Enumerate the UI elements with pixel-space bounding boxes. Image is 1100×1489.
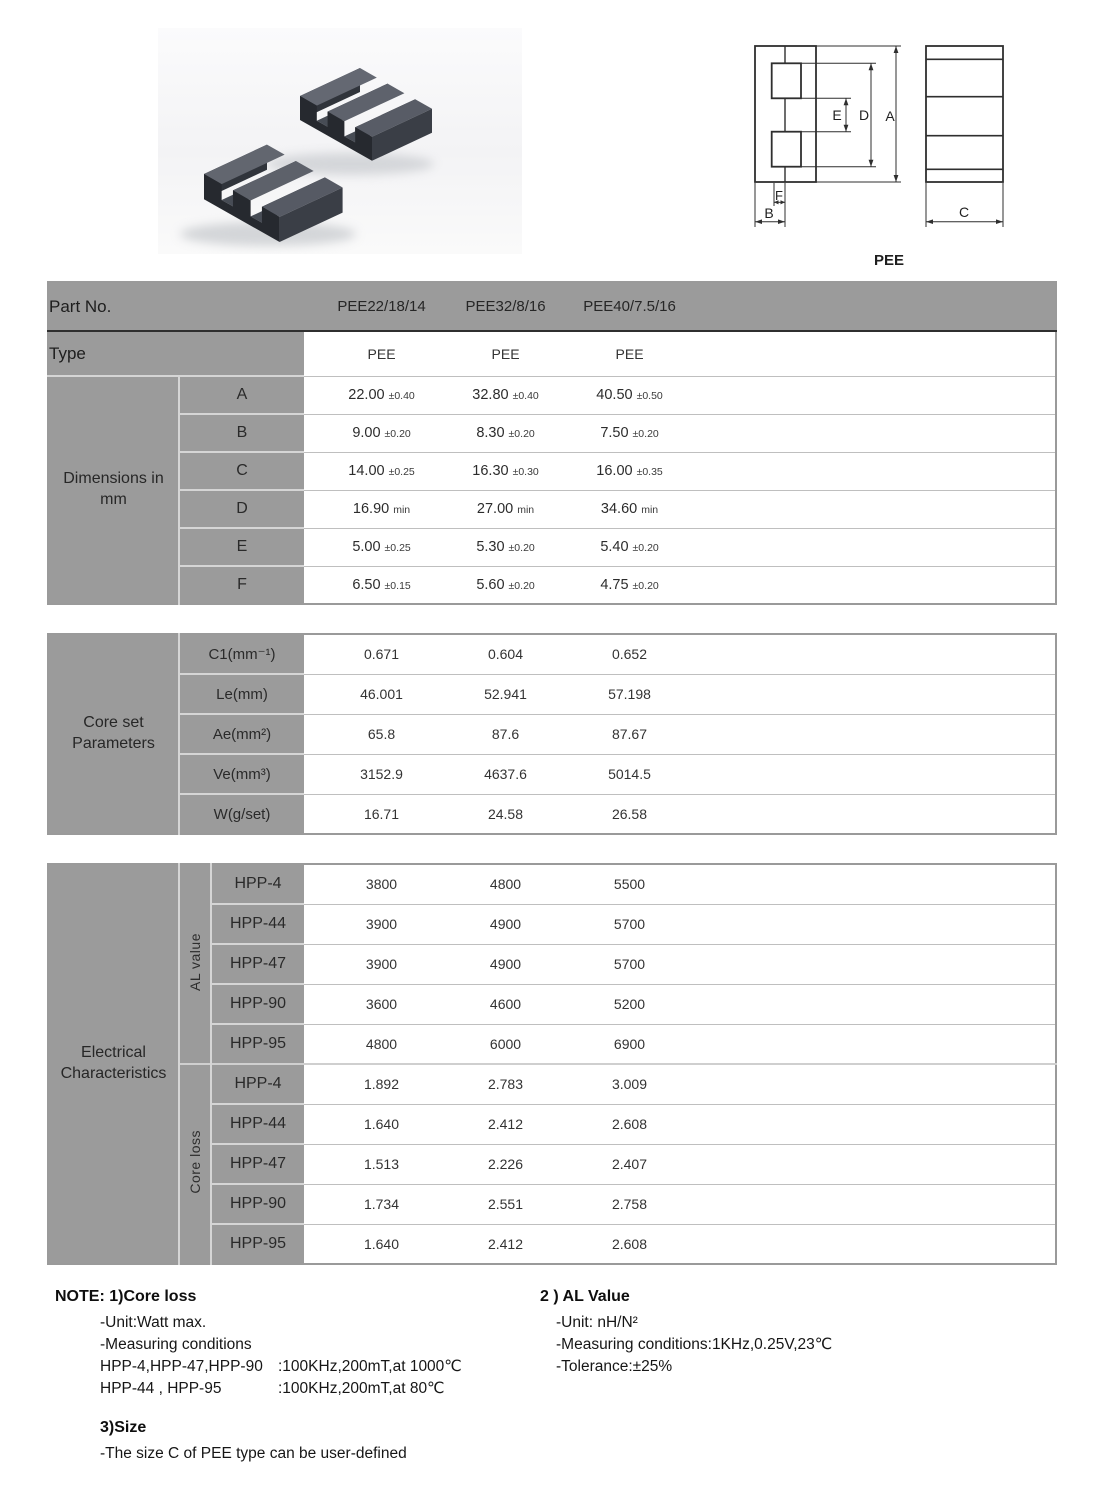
empty-cell	[692, 282, 1056, 331]
part-number: PEE40/7.5/16	[567, 282, 692, 331]
empty-cell	[692, 1024, 1056, 1064]
dim-value: 16.00 ±0.35	[567, 452, 692, 490]
type-label: Type	[48, 331, 304, 376]
empty-cell	[304, 864, 319, 904]
empty-cell	[304, 674, 319, 714]
tolerance: ±0.40	[388, 390, 415, 402]
dimension-row	[48, 566, 1056, 604]
vertical-text: AL value	[187, 932, 203, 991]
al-value: 5500	[567, 864, 692, 904]
dim-letter: E	[179, 528, 304, 566]
empty-cell	[304, 414, 319, 452]
dim-value: 27.00 min	[444, 490, 567, 528]
core-parameters-table	[47, 633, 1057, 835]
empty-cell	[692, 674, 1056, 714]
note-size-line: -The size C of PEE type can be user-defined	[100, 1445, 407, 1462]
al-value: 3900	[319, 904, 444, 944]
param-value: 24.58	[444, 794, 567, 834]
al-row	[48, 864, 1056, 904]
note-line: -Measuring conditions:1KHz,0.25V,23℃	[556, 1336, 833, 1353]
tolerance: ±0.40	[512, 390, 539, 402]
core-loss-value: 2.412	[444, 1104, 567, 1144]
note-condition	[100, 1356, 535, 1378]
part-no-row	[48, 282, 1056, 331]
dim-label-A: A	[885, 108, 895, 124]
part-no-label: Part No.	[48, 282, 319, 331]
material-label: HPP-4	[211, 864, 304, 904]
empty-cell	[692, 794, 1056, 834]
al-value: 6900	[567, 1024, 692, 1064]
type-row	[48, 331, 1056, 376]
param-value: 3152.9	[319, 754, 444, 794]
param-value: 26.58	[567, 794, 692, 834]
dim-value: 34.60 min	[567, 490, 692, 528]
parameter-row	[48, 754, 1056, 794]
dim-value: 5.40 ±0.20	[567, 528, 692, 566]
empty-cell	[692, 566, 1056, 604]
al-value: 4800	[319, 1024, 444, 1064]
al-value: 6000	[444, 1024, 567, 1064]
empty-cell	[692, 634, 1056, 674]
core-loss-value: 3.009	[567, 1064, 692, 1104]
param-label: Ae(mm²)	[179, 714, 304, 754]
core-loss-value: 2.407	[567, 1144, 692, 1184]
param-value: 46.001	[319, 674, 444, 714]
al-value: 4900	[444, 904, 567, 944]
winding-window	[772, 132, 801, 167]
type-value: PEE	[319, 331, 444, 376]
dim-value	[319, 376, 444, 414]
dimension-row	[48, 414, 1056, 452]
al-value: 3900	[319, 944, 444, 984]
param-value: 52.941	[444, 674, 567, 714]
core-loss-value: 1.734	[319, 1184, 444, 1224]
al-value: 4600	[444, 984, 567, 1024]
empty-cell	[304, 376, 319, 414]
tolerance: ±0.50	[636, 390, 663, 402]
parameter-row	[48, 674, 1056, 714]
empty-cell	[692, 528, 1056, 566]
empty-cell	[692, 376, 1056, 414]
value: 32.80	[472, 387, 509, 403]
empty-cell	[304, 1104, 319, 1144]
dimension-row	[48, 528, 1056, 566]
type-value: PEE	[444, 331, 567, 376]
dimensions-table	[47, 281, 1057, 605]
parameter-row	[48, 794, 1056, 834]
material-label: HPP-90	[211, 1184, 304, 1224]
dim-value	[567, 376, 692, 414]
core-loss-value: 2.608	[567, 1104, 692, 1144]
al-value: 5700	[567, 944, 692, 984]
note-line: -Unit:Watt max.	[100, 1314, 207, 1331]
note-al-value-title: 2 ) AL Value	[540, 1288, 630, 1305]
notes-right	[540, 1286, 1000, 1378]
empty-cell	[692, 714, 1056, 754]
dim-letter: B	[179, 414, 304, 452]
empty-cell	[304, 754, 319, 794]
core-loss-value: 2.551	[444, 1184, 567, 1224]
dim-value: 8.30 ±0.20	[444, 414, 567, 452]
empty-cell	[304, 1224, 319, 1264]
electrical-table	[47, 863, 1057, 1265]
value: 22.00	[348, 387, 385, 403]
empty-cell	[692, 904, 1056, 944]
dim-label-F: F	[775, 188, 783, 203]
empty-cell	[692, 1144, 1056, 1184]
empty-cell	[304, 904, 319, 944]
empty-cell	[692, 414, 1056, 452]
dimension-row	[48, 376, 1056, 414]
param-value: 87.67	[567, 714, 692, 754]
param-label: W(g/set)	[179, 794, 304, 834]
material-label: HPP-47	[211, 944, 304, 984]
value: 40.50	[596, 387, 633, 403]
core-loss-value: 2.783	[444, 1064, 567, 1104]
empty-cell	[692, 864, 1056, 904]
param-value: 0.604	[444, 634, 567, 674]
al-value: 4800	[444, 864, 567, 904]
empty-cell	[692, 754, 1056, 794]
param-value: 0.671	[319, 634, 444, 674]
dim-value: 14.00 ±0.25	[319, 452, 444, 490]
al-value: 4900	[444, 944, 567, 984]
empty-cell	[692, 944, 1056, 984]
empty-cell	[304, 1184, 319, 1224]
param-value: 5014.5	[567, 754, 692, 794]
param-value: 4637.6	[444, 754, 567, 794]
parameter-row	[48, 634, 1056, 674]
al-value: 3600	[319, 984, 444, 1024]
param-value: 87.6	[444, 714, 567, 754]
note-size-title: 3)Size	[100, 1419, 147, 1436]
dim-letter: A	[179, 376, 304, 414]
empty-cell	[692, 1104, 1056, 1144]
al-value: 5200	[567, 984, 692, 1024]
param-label: C1(mm⁻¹)	[179, 634, 304, 674]
empty-cell	[692, 452, 1056, 490]
group-label-al-value	[179, 864, 211, 1064]
note-line: -Tolerance:±25%	[556, 1358, 673, 1375]
empty-cell	[692, 984, 1056, 1024]
empty-cell	[304, 331, 319, 376]
dim-value: 5.30 ±0.20	[444, 528, 567, 566]
material-label: HPP-90	[211, 984, 304, 1024]
al-value: 5700	[567, 904, 692, 944]
core-loss-value: 2.226	[444, 1144, 567, 1184]
dim-value: 7.50 ±0.20	[567, 414, 692, 452]
dim-value: 5.00 ±0.25	[319, 528, 444, 566]
parameter-row	[48, 714, 1056, 754]
dim-value: 9.00 ±0.20	[319, 414, 444, 452]
empty-cell	[304, 452, 319, 490]
condition: :100KHz,200mT,at 1000℃	[278, 1358, 462, 1375]
winding-window	[772, 63, 801, 98]
note-condition	[100, 1378, 535, 1400]
materials: HPP-44 , HPP-95	[100, 1380, 222, 1397]
param-value: 65.8	[319, 714, 444, 754]
dim-letter: F	[179, 566, 304, 604]
dim-value: 4.75 ±0.20	[567, 566, 692, 604]
dim-label-B: B	[764, 205, 774, 221]
note-core-loss-title: NOTE: 1)Core loss	[55, 1288, 197, 1305]
dim-letter: D	[179, 490, 304, 528]
empty-cell	[304, 984, 319, 1024]
note-line: -Unit: nH/N²	[556, 1314, 638, 1331]
core-loss-value: 1.513	[319, 1144, 444, 1184]
empty-cell	[304, 714, 319, 754]
dimension-drawing	[720, 20, 1100, 280]
empty-cell	[692, 1224, 1056, 1264]
dim-value	[444, 376, 567, 414]
material-label: HPP-44	[211, 1104, 304, 1144]
note-line: -Measuring conditions	[100, 1336, 252, 1353]
empty-cell	[304, 1064, 319, 1104]
dim-value: 16.30 ±0.30	[444, 452, 567, 490]
empty-cell	[304, 634, 319, 674]
al-value: 3800	[319, 864, 444, 904]
core-loss-value: 1.640	[319, 1224, 444, 1264]
material-label: HPP-4	[211, 1064, 304, 1104]
param-value: 0.652	[567, 634, 692, 674]
materials: HPP-4,HPP-47,HPP-90	[100, 1358, 263, 1375]
empty-cell	[304, 1144, 319, 1184]
condition: :100KHz,200mT,at 80℃	[278, 1380, 445, 1397]
dimension-row	[48, 452, 1056, 490]
dim-value: 6.50 ±0.15	[319, 566, 444, 604]
empty-cell	[304, 566, 319, 604]
empty-cell	[304, 944, 319, 984]
dim-label-D: D	[858, 107, 870, 123]
part-number: PEE22/18/14	[319, 282, 444, 331]
param-value: 57.198	[567, 674, 692, 714]
param-label: Le(mm)	[179, 674, 304, 714]
group-label-core-loss	[179, 1064, 211, 1264]
param-label: Ve(mm³)	[179, 754, 304, 794]
vertical-text: Core loss	[187, 1129, 203, 1194]
core-loss-value: 1.640	[319, 1104, 444, 1144]
part-number: PEE32/8/16	[444, 282, 567, 331]
type-value: PEE	[567, 331, 692, 376]
param-value: 16.71	[319, 794, 444, 834]
empty-cell	[304, 528, 319, 566]
empty-cell	[692, 490, 1056, 528]
empty-cell	[692, 331, 1056, 376]
dim-label-C: C	[958, 204, 970, 220]
material-label: HPP-47	[211, 1144, 304, 1184]
section-label: Core set Parameters	[48, 634, 179, 834]
section-label: Dimensions in mm	[48, 376, 179, 604]
empty-cell	[304, 1024, 319, 1064]
core-loss-value: 2.758	[567, 1184, 692, 1224]
product-photo	[158, 28, 522, 254]
empty-cell	[692, 1064, 1056, 1104]
empty-cell	[692, 1184, 1056, 1224]
dimension-row	[48, 490, 1056, 528]
dim-value: 5.60 ±0.20	[444, 566, 567, 604]
section-label: Electrical Characteristics	[48, 864, 179, 1264]
empty-cell	[304, 490, 319, 528]
core-loss-value: 2.608	[567, 1224, 692, 1264]
dim-value: 16.90 min	[319, 490, 444, 528]
core-loss-row	[48, 1064, 1056, 1104]
core-loss-value: 1.892	[319, 1064, 444, 1104]
side-view-outline	[926, 46, 1003, 182]
drawing-caption: PEE	[873, 252, 905, 269]
notes-left	[55, 1286, 535, 1465]
material-label: HPP-44	[211, 904, 304, 944]
material-label: HPP-95	[211, 1224, 304, 1264]
dim-letter: C	[179, 452, 304, 490]
material-label: HPP-95	[211, 1024, 304, 1064]
core-loss-value: 2.412	[444, 1224, 567, 1264]
dim-label-E: E	[832, 107, 842, 123]
empty-cell	[304, 794, 319, 834]
